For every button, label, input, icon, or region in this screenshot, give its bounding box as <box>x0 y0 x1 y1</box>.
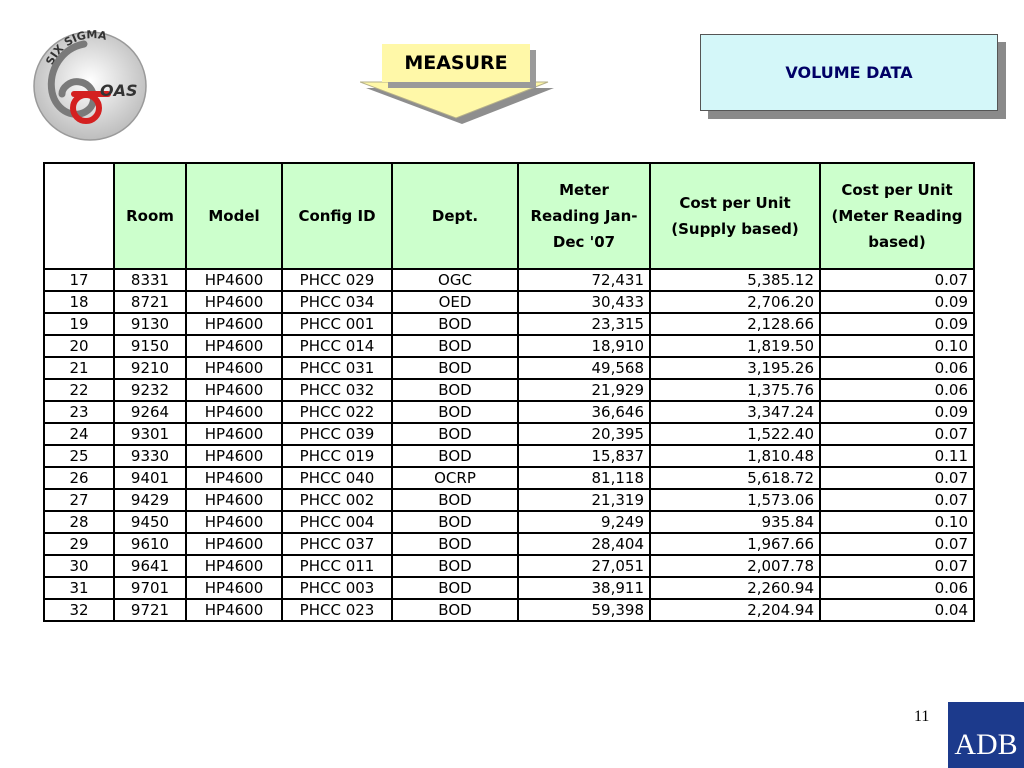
header-cost-supply: Cost per Unit (Supply based) <box>650 163 820 269</box>
cell-cost-meter: 0.09 <box>820 401 974 423</box>
table-row <box>44 577 974 599</box>
cell-dept: BOD <box>392 577 518 599</box>
cell-dept: BOD <box>392 313 518 335</box>
cell-cost-meter: 0.07 <box>820 269 974 291</box>
cell-cost-supply: 1,967.66 <box>650 533 820 555</box>
table-row <box>44 489 974 511</box>
cell-room: 9701 <box>114 577 186 599</box>
cell-cost-supply: 1,810.48 <box>650 445 820 467</box>
cell-cost-supply: 2,007.78 <box>650 555 820 577</box>
table-row <box>44 291 974 313</box>
cell-config-id: PHCC 034 <box>282 291 392 313</box>
cell-room: 9721 <box>114 599 186 621</box>
cell-model: HP4600 <box>186 489 282 511</box>
header-dept: Dept. <box>392 163 518 269</box>
cell-model: HP4600 <box>186 511 282 533</box>
cell-config-id: PHCC 029 <box>282 269 392 291</box>
cell-dept: OCRP <box>392 467 518 489</box>
cell-cost-meter: 0.06 <box>820 379 974 401</box>
cell-cost-supply: 935.84 <box>650 511 820 533</box>
cell-room: 9150 <box>114 335 186 357</box>
cell-cost-supply: 5,385.12 <box>650 269 820 291</box>
cell-index: 25 <box>44 445 114 467</box>
header-model: Model <box>186 163 282 269</box>
cell-index: 30 <box>44 555 114 577</box>
cell-cost-supply: 2,204.94 <box>650 599 820 621</box>
cell-cost-supply: 1,573.06 <box>650 489 820 511</box>
table-body <box>44 269 974 621</box>
header-meter-reading: Meter Reading Jan-Dec '07 <box>518 163 650 269</box>
cell-index: 27 <box>44 489 114 511</box>
cell-index: 21 <box>44 357 114 379</box>
cell-index: 18 <box>44 291 114 313</box>
cell-meter-reading: 59,398 <box>518 599 650 621</box>
cell-index: 26 <box>44 467 114 489</box>
page-number: 11 <box>914 708 930 725</box>
cell-config-id: PHCC 039 <box>282 423 392 445</box>
cell-room: 9210 <box>114 357 186 379</box>
cell-room: 9130 <box>114 313 186 335</box>
cell-model: HP4600 <box>186 467 282 489</box>
cell-config-id: PHCC 040 <box>282 467 392 489</box>
cell-index: 17 <box>44 269 114 291</box>
cell-config-id: PHCC 031 <box>282 357 392 379</box>
cell-room: 9301 <box>114 423 186 445</box>
cell-model: HP4600 <box>186 379 282 401</box>
cell-cost-meter: 0.04 <box>820 599 974 621</box>
cell-config-id: PHCC 011 <box>282 555 392 577</box>
cell-meter-reading: 20,395 <box>518 423 650 445</box>
cell-index: 20 <box>44 335 114 357</box>
cell-dept: BOD <box>392 555 518 577</box>
header-index <box>44 163 114 269</box>
cell-model: HP4600 <box>186 357 282 379</box>
cell-model: HP4600 <box>186 423 282 445</box>
cell-index: 23 <box>44 401 114 423</box>
cell-index: 28 <box>44 511 114 533</box>
table-row <box>44 379 974 401</box>
cell-config-id: PHCC 004 <box>282 511 392 533</box>
cell-room: 9232 <box>114 379 186 401</box>
adb-logo: ADB <box>948 702 1024 768</box>
cell-meter-reading: 38,911 <box>518 577 650 599</box>
cell-room: 9450 <box>114 511 186 533</box>
cell-meter-reading: 49,568 <box>518 357 650 379</box>
cell-room: 9330 <box>114 445 186 467</box>
table-row <box>44 555 974 577</box>
cell-model: HP4600 <box>186 577 282 599</box>
cell-meter-reading: 27,051 <box>518 555 650 577</box>
cell-config-id: PHCC 037 <box>282 533 392 555</box>
cell-cost-supply: 2,260.94 <box>650 577 820 599</box>
volume-data-title: VOLUME DATA <box>700 34 998 111</box>
cell-config-id: PHCC 023 <box>282 599 392 621</box>
cell-cost-meter: 0.09 <box>820 313 974 335</box>
cell-dept: OGC <box>392 269 518 291</box>
cell-cost-supply: 1,375.76 <box>650 379 820 401</box>
measure-label: MEASURE <box>382 44 530 82</box>
cell-dept: BOD <box>392 423 518 445</box>
cell-cost-meter: 0.07 <box>820 489 974 511</box>
cell-dept: OED <box>392 291 518 313</box>
cell-cost-meter: 0.07 <box>820 467 974 489</box>
cell-meter-reading: 15,837 <box>518 445 650 467</box>
table-row <box>44 445 974 467</box>
volume-data-table <box>43 162 975 622</box>
cell-model: HP4600 <box>186 335 282 357</box>
cell-cost-meter: 0.09 <box>820 291 974 313</box>
cell-cost-meter: 0.10 <box>820 335 974 357</box>
cell-room: 9264 <box>114 401 186 423</box>
cell-config-id: PHCC 001 <box>282 313 392 335</box>
cell-cost-supply: 5,618.72 <box>650 467 820 489</box>
cell-index: 22 <box>44 379 114 401</box>
cell-dept: BOD <box>392 445 518 467</box>
table-row <box>44 599 974 621</box>
cell-dept: BOD <box>392 489 518 511</box>
cell-config-id: PHCC 014 <box>282 335 392 357</box>
cell-room: 9429 <box>114 489 186 511</box>
cell-model: HP4600 <box>186 533 282 555</box>
cell-dept: BOD <box>392 599 518 621</box>
cell-cost-supply: 2,128.66 <box>650 313 820 335</box>
cell-model: HP4600 <box>186 291 282 313</box>
cell-config-id: PHCC 003 <box>282 577 392 599</box>
table-row <box>44 357 974 379</box>
cell-index: 32 <box>44 599 114 621</box>
svg-text:OAS: OAS <box>100 81 138 100</box>
cell-cost-meter: 0.10 <box>820 511 974 533</box>
cell-model: HP4600 <box>186 401 282 423</box>
cell-meter-reading: 23,315 <box>518 313 650 335</box>
cell-meter-reading: 72,431 <box>518 269 650 291</box>
cell-config-id: PHCC 032 <box>282 379 392 401</box>
cell-cost-meter: 0.07 <box>820 555 974 577</box>
cell-dept: BOD <box>392 379 518 401</box>
cell-room: 9641 <box>114 555 186 577</box>
cell-cost-supply: 2,706.20 <box>650 291 820 313</box>
cell-meter-reading: 18,910 <box>518 335 650 357</box>
cell-dept: BOD <box>392 335 518 357</box>
cell-meter-reading: 9,249 <box>518 511 650 533</box>
cell-model: HP4600 <box>186 313 282 335</box>
table-row <box>44 533 974 555</box>
cell-config-id: PHCC 019 <box>282 445 392 467</box>
cell-cost-supply: 1,819.50 <box>650 335 820 357</box>
cell-meter-reading: 30,433 <box>518 291 650 313</box>
cell-index: 19 <box>44 313 114 335</box>
svg-text:SIX SIGMA: SIX SIGMA <box>43 30 108 68</box>
cell-meter-reading: 81,118 <box>518 467 650 489</box>
cell-meter-reading: 21,319 <box>518 489 650 511</box>
cell-cost-meter: 0.07 <box>820 533 974 555</box>
cell-dept: BOD <box>392 401 518 423</box>
cell-room: 9610 <box>114 533 186 555</box>
table-row <box>44 423 974 445</box>
cell-config-id: PHCC 002 <box>282 489 392 511</box>
cell-dept: BOD <box>392 533 518 555</box>
cell-cost-meter: 0.11 <box>820 445 974 467</box>
cell-model: HP4600 <box>186 555 282 577</box>
cell-meter-reading: 21,929 <box>518 379 650 401</box>
cell-meter-reading: 28,404 <box>518 533 650 555</box>
cell-room: 8331 <box>114 269 186 291</box>
cell-config-id: PHCC 022 <box>282 401 392 423</box>
cell-meter-reading: 36,646 <box>518 401 650 423</box>
cell-cost-meter: 0.06 <box>820 577 974 599</box>
cell-room: 8721 <box>114 291 186 313</box>
cell-index: 29 <box>44 533 114 555</box>
cell-cost-supply: 3,195.26 <box>650 357 820 379</box>
cell-model: HP4600 <box>186 445 282 467</box>
cell-dept: BOD <box>392 511 518 533</box>
table-row <box>44 467 974 489</box>
header-room: Room <box>114 163 186 269</box>
cell-dept: BOD <box>392 357 518 379</box>
cell-cost-meter: 0.07 <box>820 423 974 445</box>
measure-arrow <box>360 40 560 130</box>
cell-room: 9401 <box>114 467 186 489</box>
table-row <box>44 335 974 357</box>
table-row <box>44 313 974 335</box>
table-row <box>44 511 974 533</box>
cell-model: HP4600 <box>186 269 282 291</box>
cell-model: HP4600 <box>186 599 282 621</box>
cell-index: 31 <box>44 577 114 599</box>
six-sigma-oas-logo <box>32 30 150 142</box>
cell-cost-supply: 1,522.40 <box>650 423 820 445</box>
table-row <box>44 269 974 291</box>
cell-index: 24 <box>44 423 114 445</box>
cell-cost-meter: 0.06 <box>820 357 974 379</box>
table-row <box>44 401 974 423</box>
table-header-row <box>44 163 974 269</box>
header-config-id: Config ID <box>282 163 392 269</box>
header-cost-meter: Cost per Unit (Meter Reading based) <box>820 163 974 269</box>
cell-cost-supply: 3,347.24 <box>650 401 820 423</box>
